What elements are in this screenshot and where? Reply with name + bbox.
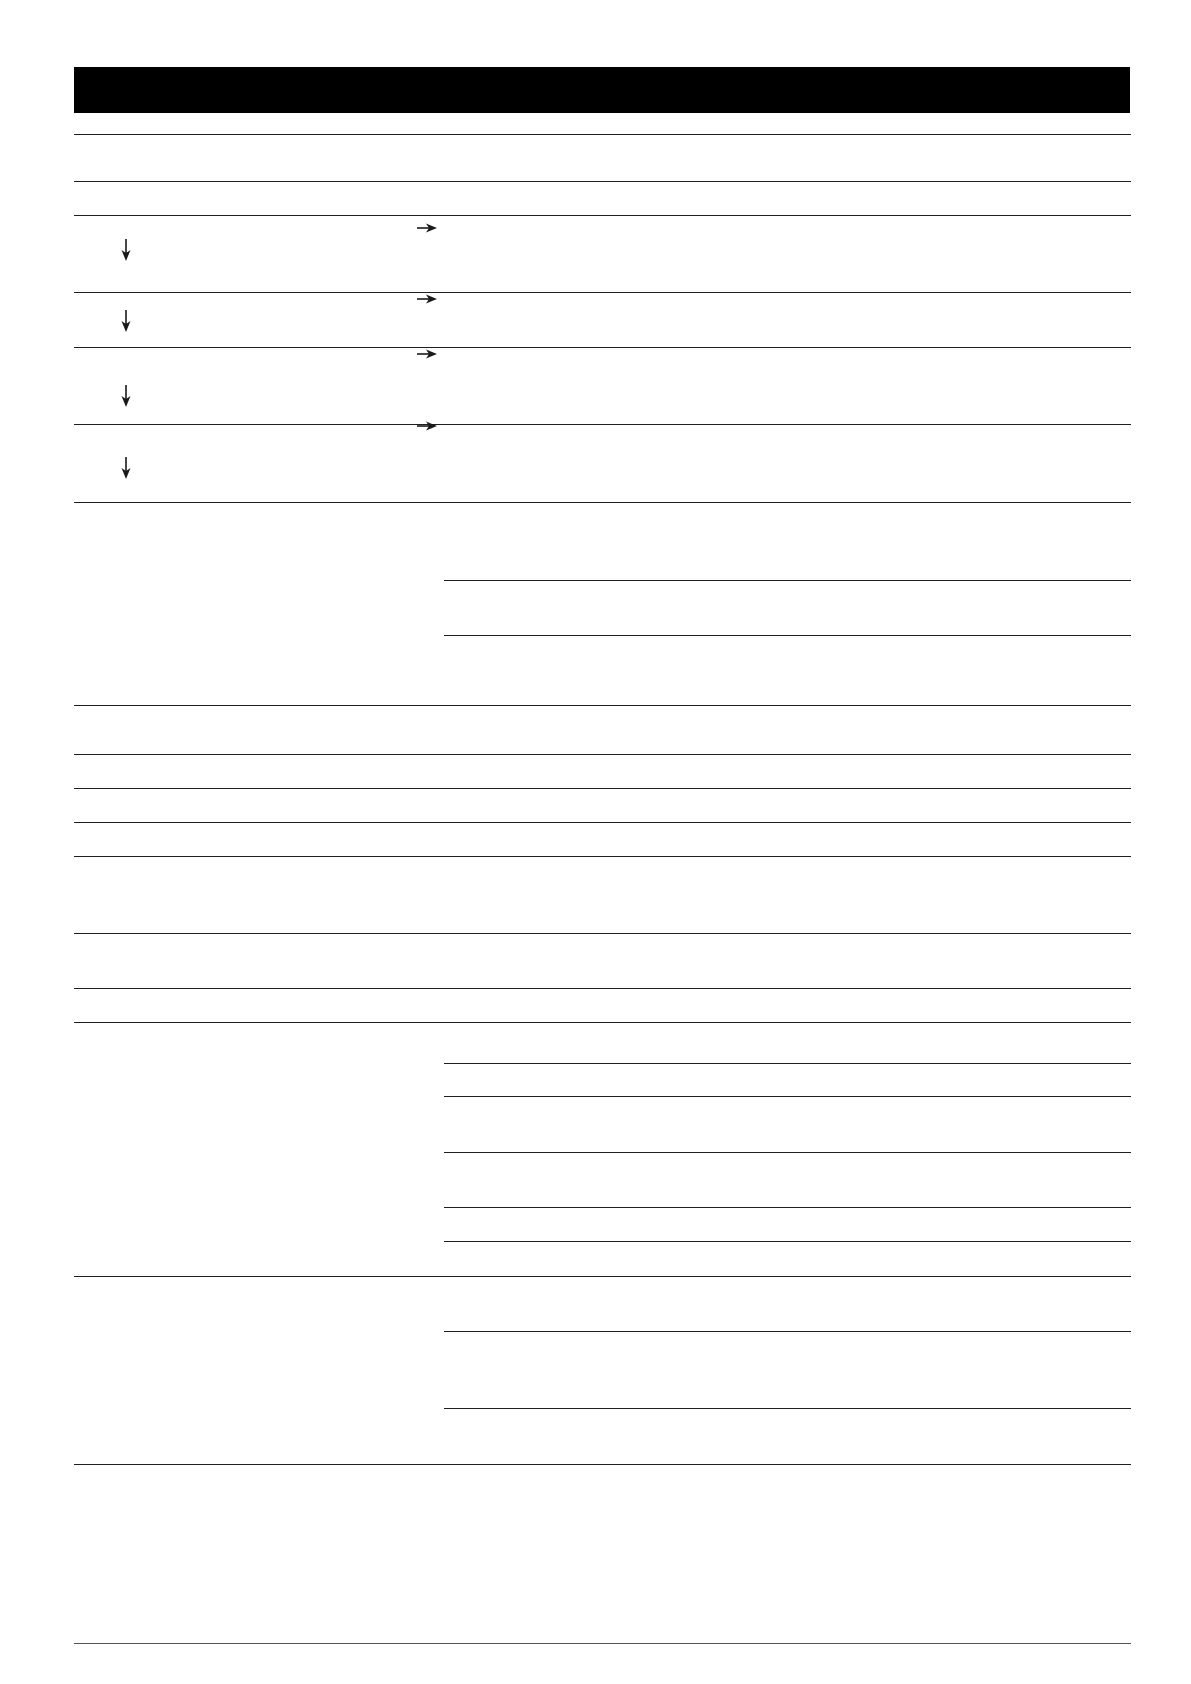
table-subrule: [444, 1152, 1131, 1153]
table-rule: [74, 788, 1131, 789]
table-rule: [74, 134, 1131, 135]
table-subrule: [444, 635, 1131, 636]
section-header-band: [74, 67, 1130, 113]
table-rule: [74, 215, 1131, 216]
table-subrule: [444, 1408, 1131, 1409]
table-subrule: [444, 1207, 1131, 1208]
arrow-down-icon: [120, 238, 132, 262]
table-subrule: [444, 1096, 1131, 1097]
table-subrule: [444, 1331, 1131, 1332]
arrow-right-icon: [416, 420, 438, 432]
table-rule: [74, 822, 1131, 823]
table-rule: [74, 856, 1131, 857]
table-rule: [74, 181, 1131, 182]
arrow-right-icon: [416, 293, 438, 305]
table-subrule: [444, 1063, 1131, 1064]
table-rule: [74, 1022, 1131, 1023]
footer-rule: [74, 1643, 1131, 1644]
table-rule: [74, 988, 1131, 989]
table-subrule: [444, 1241, 1131, 1242]
table-rule: [74, 1464, 1131, 1465]
table-rule: [74, 933, 1131, 934]
arrow-down-icon: [120, 456, 132, 480]
table-subrule: [444, 580, 1131, 581]
arrow-down-icon: [120, 384, 132, 408]
table-rule: [74, 1276, 1131, 1277]
arrow-down-icon: [120, 309, 132, 333]
table-rule: [74, 347, 1131, 348]
table-rule: [74, 754, 1131, 755]
table-rule: [74, 705, 1131, 706]
arrow-right-icon: [416, 348, 438, 360]
table-rule: [74, 424, 1131, 425]
table-rule: [74, 502, 1131, 503]
arrow-right-icon: [416, 222, 438, 234]
table-rule: [74, 292, 1131, 293]
